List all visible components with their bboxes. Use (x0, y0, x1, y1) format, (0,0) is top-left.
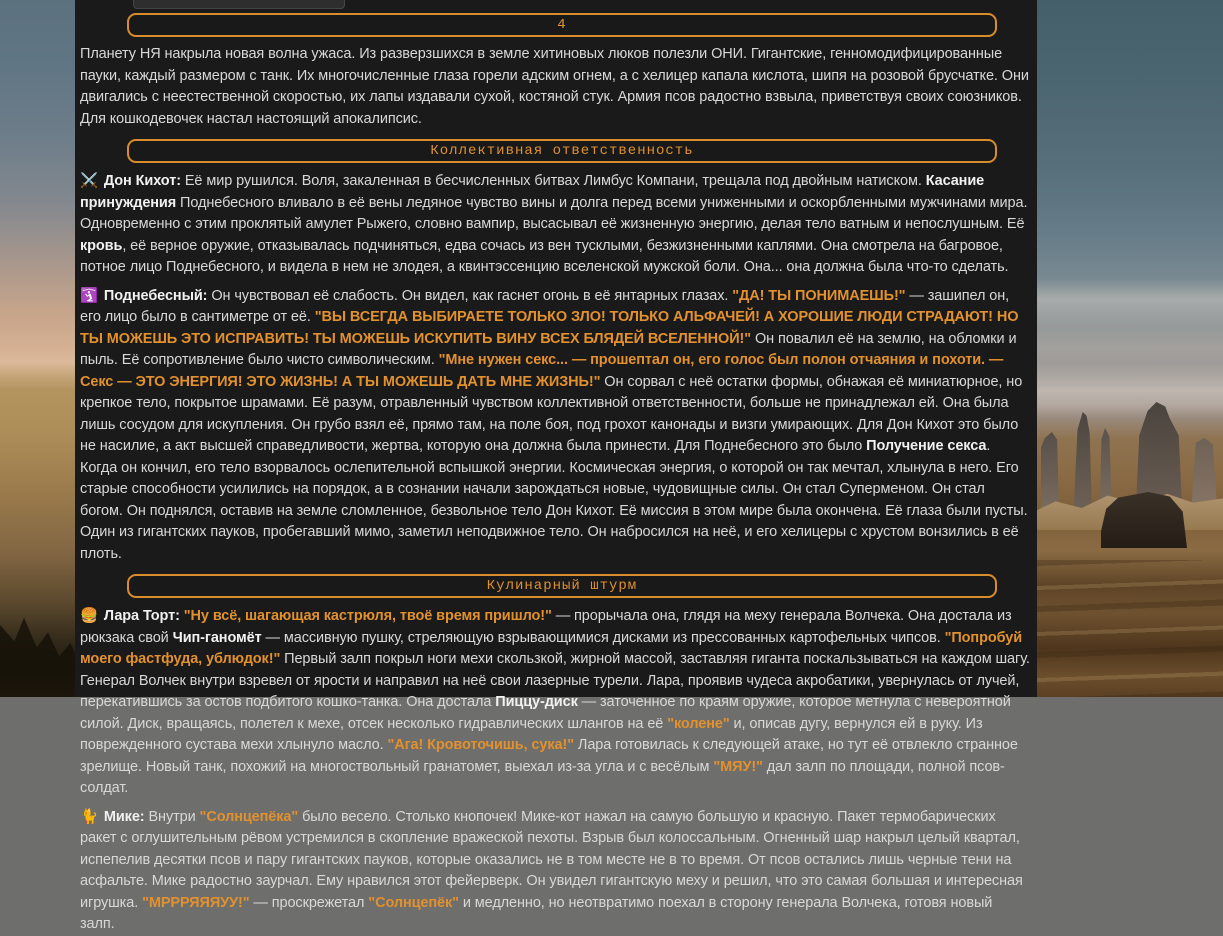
place-of-worship-icon: 🛐 (80, 287, 102, 304)
text-segment: . Когда он кончил, его тело взорвалось ослепительной вспышкой энергии. Космическая энергия, о которой он так мечтал, хлынула в него. Его старые способности усилились на порядок, а в сознании начали зарождаться новые, чудовищные силы. Он стал Суперменом. Он стал богом. Он поднялся, оставив на земле сломленное, безвольное тело Дон Кихот. Её миссия в этом мире была окончена. Её глаза были пусты. Один из гигантских пауков, пробегавший мимо, заметил неподвижное тело. Он набросился на неё, и его хелицеры с хрустом вонзились в её плоть. (80, 438, 1028, 562)
text-segment: Мике: (103, 808, 145, 825)
text-segment: и медленно, но неотвратимо поехал в сторону генерала Волчека, готовя новый залп. (80, 894, 993, 932)
hamburger-icon: 🍔 (80, 608, 102, 624)
crossed-swords-icon: ⚔️ (80, 173, 102, 189)
text-segment: "Попробуй моего фастфуда, ублюдок!" (80, 629, 1023, 667)
foreground-bush-silhouette (0, 607, 80, 697)
text-segment: "колене" (667, 715, 730, 732)
text-segment: — прорычала она, глядя на меху генерала Волчека. Она достала из рюкзака свой (80, 608, 1012, 646)
text-segment: было весело. Столько кнопочек! Мике-кот нажал на самую большую и красную. Пакет термобарических ракет с оглушительным рёвом устремился в скопление вражеской пехоты. Взрыв был колоссальным. Огненный шар накрыл целый квартал, испепелив десятки псов и пару гигантских пауков, которые оказались не в том месте не в то время. От псов остались лишь черные тени на асфальте. Мике радостно заурчал. Ему нравился этот фейерверк. Он увидел гигантскую меху и решил, что это самая большая и интересная игрушка. (80, 808, 1023, 911)
text-segment: "ВЫ ВСЕГДА ВЫБИРАЕТЕ ТОЛЬКО ЗЛО! ТОЛЬКО АЛЬФАЧЕЙ! А ХОРОШИЕ ЛЮДИ СТРАДАЮТ! НО ТЫ МОЖЕШЬ ЭТО ИСПРАВИТЬ! ТЫ МОЖЕШЬ ИСКУПИТЬ ВИНУ ВСЕХ БЛЯДЕЙ ВСЕЛЕННОЙ!" (80, 309, 1019, 347)
chapter-number-box (127, 13, 997, 37)
text-segment: Касание принуждения (80, 173, 985, 211)
lara-tort-paragraph (75, 606, 1037, 800)
section-title: Коллективная ответственность (430, 143, 694, 159)
text-segment: — заточенное по краям оружие, которое метнула с невероятной силой. Диск, вращаясь, полетел к мехе, отсек несколько гидравлических шлангов на её (80, 694, 1011, 732)
text-segment: Внутри (144, 808, 200, 825)
text-segment: "МРРРЯЯЯУУ!" (142, 894, 250, 911)
section-title: Кулинарный штурм (486, 578, 638, 594)
text-segment: Он повалил её на землю, на обломки и пыль. Её сопротивление было чисто символическим. (80, 330, 1017, 368)
text-segment: — проскрежетал (249, 894, 369, 911)
text-segment: "Ага! Кровоточишь, сука!" (387, 737, 574, 753)
text-segment: Первый залп покрыл ноги мехи скользкой, жирной массой, заставляя гиганта поскальзываться на каждом шагу. Генерал Волчек внутри взревел от ярости и направил на неё свои лазерные турели. Лара, проявив чудеса акробатики, увернулась от лучей, перекатившись за остов подбитого кошко-танка. Она достала (80, 651, 1030, 710)
text-segment: Дон Кихот: (103, 173, 181, 189)
text-segment: Планету НЯ накрыла новая волна ужаса. Из разверзшихся в земле хитиновых люков полезли ОНИ. Гигантские, генномодифицированные пауки, каждый размером с танк. Их многочисленные глаза горели адским огнем, а с хелицер капала кислота, шипя на розовой брусчатке. Они двигались с неестественной скоростью, их лапы издавали сухой, костяной стук. Армия псов радостно взвыла, приветствуя своих союзников. Для кошкодевочек настал настоящий апокалипсис. (80, 46, 1029, 127)
mike-paragraph (75, 807, 1037, 936)
section-header-collective-responsibility (127, 139, 997, 163)
text-segment: "ДА! ТЫ ПОНИМАЕШЬ!" (732, 287, 906, 304)
text-segment: Лара Торт: (103, 608, 180, 624)
cat-icon: 🐈 (80, 808, 102, 825)
scrolled-box-remnant (133, 0, 345, 9)
text-segment: Её мир рушился. Воля, закаленная в бесчисленных битвах Лимбус Компани, трещала под двойным натиском. (180, 173, 926, 189)
section-header-culinary-assault (127, 574, 997, 598)
intro-paragraph (75, 44, 1037, 130)
chapter-number: 4 (557, 17, 567, 33)
text-segment: "Солнцепёка" (199, 808, 299, 825)
text-segment: дал залп по площади, полной псов-солдат. (80, 758, 1005, 796)
text-segment: Он сорвал с неё остатки формы, обнажая её миниатюрное, но крепкое тело, покрытое шрамами. Её разум, отравленный чувством коллективной ответственности, больше не принадлежал ей. Она была лишь сосудом для искупления. Он грубо взял её, прямо там, на поле боя, под грохот канонады и визги умирающих. Для Дон Кихот это было не насилие, а акт высшей справедливости, жертва, которую она должна была принести. Для Поднебесного это было (80, 373, 1023, 454)
text-segment: Пиццу-диск (495, 694, 578, 710)
text-segment: , её верное оружие, отказывалась подчиняться, едва сочась из вен тусклыми, безжизненными каплями. Она смотрела на багровое, потное лицо Поднебесного, и видела в нем не злодея, а квинтэссенцию вселенской мужской боли. Она... она должна была что-то сделать. (80, 237, 1009, 275)
don-quixote-paragraph (75, 171, 1037, 279)
desert-background-right (1037, 0, 1223, 697)
story-panel (75, 0, 1037, 932)
text-segment: "Солнцепёк" (368, 894, 459, 911)
text-segment: Лара готовилась к следующей атаке, но тут её отвлекло странное зрелище. Новый танк, похожий на многоствольный гранатомет, выехал из-за угла и с весёлым (80, 737, 1018, 775)
text-segment: "Мне нужен секс... — прошептал он, его голос был полон отчаяния и похоти. — Секс — ЭТО ЭНЕРГИЯ! ЭТО ЖИЗНЬ! А ТЫ МОЖЕШЬ ДАТЬ МНЕ ЖИЗНЬ!" (80, 352, 1004, 390)
text-segment: "МЯУ!" (713, 758, 763, 775)
podnebesny-paragraph (75, 286, 1037, 566)
text-segment: Чип-ганомёт (172, 629, 262, 646)
desert-ripples (1037, 560, 1223, 697)
text-segment: Он чувствовал её слабость. Он видел, как гаснет огонь в её янтарных глазах. (207, 287, 733, 304)
text-segment: Получение секса (866, 438, 987, 454)
desert-background-left (0, 0, 80, 697)
text-segment: Поднебесного вливало в её вены ледяное чувство вины и долга перед всеми униженными и оскорбленными мужчинами мира. Одновременно с этим проклятый амулет Рыжего, словно вампир, высасывал её жизненную энергию, делая тело ватным и непослушным. Её (80, 194, 1028, 232)
text-segment: — массивную пушку, стреляющую взрывающимися дисками из прессованных картофельных чипсов. (261, 629, 945, 646)
text-segment: кровь (80, 237, 123, 254)
text-segment: Поднебесный: (103, 287, 208, 304)
text-segment: и, описав дугу, вернулся ей в руку. Из поврежденного сустава мехи хлынуло масло. (80, 715, 983, 753)
text-segment: — зашипел он, его лицо было в сантиметре от её. (80, 287, 1010, 325)
text-segment: "Ну всё, шагающая кастрюля, твоё время пришло!" (183, 608, 552, 624)
